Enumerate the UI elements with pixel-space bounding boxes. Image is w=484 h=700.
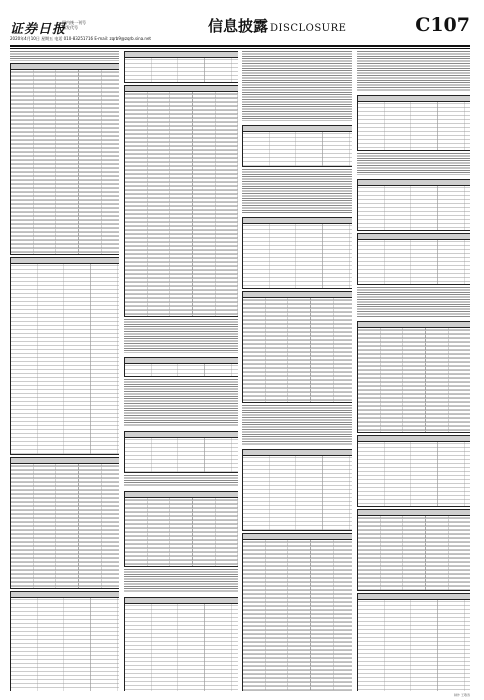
column-2-note-text-1 [124, 319, 238, 353]
column-3 [242, 51, 352, 691]
page-number: C107 [415, 14, 470, 36]
financial-table-14 [242, 449, 352, 531]
column-4-body-text-1 [357, 51, 470, 91]
financial-table-13 [242, 291, 352, 403]
masthead-rule-thick [10, 45, 470, 47]
financial-table-15 [242, 533, 352, 691]
column-3-body-text-3 [242, 405, 352, 445]
masthead-rule-thin [10, 48, 470, 49]
financial-table-6 [124, 85, 238, 317]
section-title-en: DISCLOSURE [270, 23, 347, 34]
financial-table-18 [357, 233, 470, 285]
financial-table-1 [10, 63, 119, 255]
issue-line-1: 国内统一刊号 [62, 20, 86, 25]
financial-table-4 [10, 591, 119, 691]
newspaper-logo: 证券日报 [10, 22, 67, 37]
financial-table-9 [124, 491, 238, 567]
financial-table-10 [124, 597, 238, 691]
financial-table-12 [242, 217, 352, 289]
section-title-cn: 信息披露 [208, 17, 269, 35]
financial-table-7 [124, 357, 238, 377]
issue-line-2: 邮发代号 [62, 25, 78, 30]
financial-table-17 [357, 179, 470, 231]
column-1 [10, 51, 119, 691]
column-2-note-text-3 [124, 475, 238, 487]
column-2-note-text-4 [124, 569, 238, 593]
financial-table-11 [242, 125, 352, 167]
financial-table-2 [10, 257, 119, 455]
column-3-body-text-1 [242, 51, 352, 121]
issue-info [62, 20, 86, 30]
column-4 [357, 51, 470, 691]
financial-table-16 [357, 95, 470, 151]
column-3-body-text-2 [242, 169, 352, 213]
financial-table-21 [357, 509, 470, 591]
column-4-body-text-3 [357, 287, 470, 317]
financial-table-3 [10, 457, 119, 589]
financial-table-20 [357, 435, 470, 507]
column-1-intro-text [10, 51, 119, 61]
column-2 [124, 51, 238, 691]
financial-table-5 [124, 51, 238, 83]
page-footer: 制作 王敬涛 [454, 693, 470, 697]
financial-table-19 [357, 321, 470, 433]
column-4-body-text-2 [357, 153, 470, 175]
financial-table-22 [357, 593, 470, 691]
dateline: 2020年4月10日 星期五 电话 010-83251716 E-mail: zqrb9@zqrb.sina.net [10, 36, 151, 41]
section-title [208, 15, 346, 36]
column-2-note-text-2 [124, 379, 238, 427]
financial-table-8 [124, 431, 238, 473]
